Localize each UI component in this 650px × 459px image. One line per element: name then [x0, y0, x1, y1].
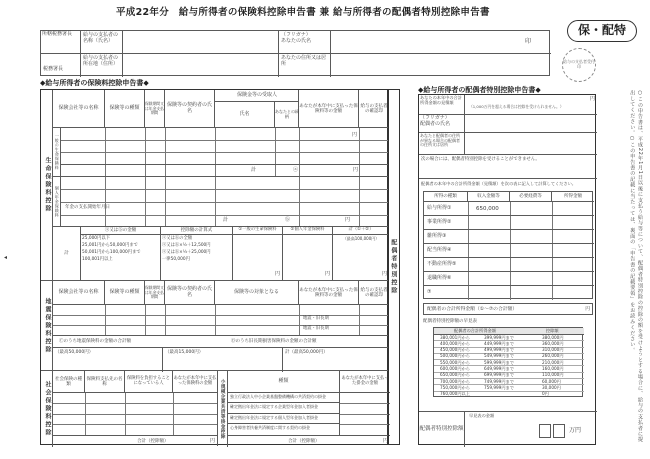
quake-total: 計（最高50,000円）: [285, 350, 328, 355]
quake-col-approval: 給与の支払者の確認印: [360, 287, 388, 298]
quake-c-label: Ⓒのうち地震保険料の金額の合計額: [59, 339, 131, 344]
social-total-yen: 円: [209, 438, 215, 444]
col-paid-header: あなたが本年中に支払った保険料等の金額: [299, 90, 359, 128]
spouse-addr-row: [419, 133, 597, 155]
deduct-row-to: 759,999円まで: [484, 384, 514, 390]
warning-text: 次の場合には、配偶者特別控除を受けることができません。: [421, 157, 540, 162]
deduct-row-amount: 60,000円: [542, 378, 561, 384]
your-name-label: あなたの氏名: [281, 37, 312, 44]
pension-total-label: 計: [223, 217, 229, 223]
quake-header-row: [53, 281, 389, 305]
spouse-furigana: （フリガナ）: [420, 115, 450, 121]
col-kind: 所得の種類: [424, 192, 468, 202]
small-biz-paid-header: あなたが本年中に支払った掛金の金額: [341, 376, 389, 386]
income-calc-title: 配偶者の本年中の合計所得金額（見積額）を次の表に記入して計算してください。: [421, 181, 576, 186]
small-biz-row: 心身障害者扶養共済制度に関する契約の掛金: [228, 424, 340, 435]
your-name-label-cell: [279, 31, 331, 54]
calc-result: ⓐ又はⓑ×½＋12,500円: [162, 242, 211, 248]
pension-rows: [53, 176, 389, 226]
spouse-addr-label: あなたと配偶者の住所が異なる場合の配偶者の住所又は居所: [419, 133, 465, 155]
deduct-row-amount: 380,000円: [542, 334, 564, 340]
deduct-row: [434, 392, 584, 398]
quake-rows: [53, 305, 389, 335]
furigana-label: （フリガナ）: [281, 32, 311, 38]
quake-b-max: （最高15,000円）: [163, 348, 283, 372]
quake-col-contract: 保険等の契約者の氏名: [165, 281, 215, 305]
deduct-total-col: [333, 227, 389, 281]
calc-result: ⓐ又はⓑ×¼＋25,000円: [162, 249, 211, 255]
calc-ranges: [81, 235, 160, 265]
income-row-label: 給与所得①: [427, 205, 452, 211]
small-biz-rows: [228, 393, 390, 435]
life-header-row: [53, 90, 389, 128]
form-type-stamp: 保・配特: [567, 20, 637, 42]
pension-total-circ: ⓑ: [285, 217, 291, 223]
income-rows: [424, 202, 594, 300]
spouse-section-title: ◆給与所得者の配偶者特別控除申告書◆: [418, 86, 541, 94]
deduct-row-to: 699,999円まで: [484, 372, 514, 378]
deduct-digit-1[interactable]: [539, 424, 551, 438]
deduct-row-from: 500,000円から: [440, 353, 470, 359]
income-row-label: 事業所得②: [427, 219, 452, 225]
income-row-label: 配当所得④: [427, 247, 452, 253]
margin-arrow-icon: ◂: [4, 254, 8, 261]
spouse-total-label: 配偶者の合計所得金額（①～⑦の合計額）: [427, 307, 518, 312]
income-row-retire: [424, 272, 594, 286]
general-total-circ: ⓐ: [293, 167, 299, 173]
deduct-amount-label: 配偶者特別控除額: [419, 412, 465, 447]
quake-sub1: 地震・旧長期: [303, 316, 329, 321]
col-recipient-header: [215, 90, 299, 128]
deduct-amount-row: [419, 411, 597, 446]
social-col-payer: 保険料を負担することになっている人: [125, 371, 173, 393]
deduct-row-to: 649,999円まで: [484, 366, 514, 371]
calc-range-col: [81, 227, 161, 281]
deduct-max-note: （最高100,000円）: [342, 235, 380, 241]
calc-result: ⓐ又はⓑの全額: [162, 236, 193, 241]
col-approval-header: 給与の支払者の確認印: [360, 103, 388, 114]
insurance-section-title: ◆給与所得者の保険料控除申告書◆: [40, 79, 149, 87]
income-row-label: 退職所得⑥: [427, 275, 452, 281]
payer-name-field[interactable]: [123, 31, 279, 54]
income-row-other: [424, 286, 594, 300]
office-suffix: 税務署長: [41, 54, 81, 77]
quake-col-period: 保険期間又は年金支払期間: [145, 281, 165, 305]
deduct-row-from: 380,001円から: [440, 334, 470, 340]
col-amount: 所得金額: [564, 194, 582, 200]
small-biz-row: 確定拠出年金法に規定する企業型年金加入者掛金: [228, 403, 340, 414]
deduct-row-amount: 360,000円: [542, 340, 564, 346]
quake-col-type: 保険等の種類: [105, 281, 145, 305]
deduct-row-from: 650,000円から: [440, 372, 470, 378]
deduct-row-to: 499,999円まで: [484, 347, 514, 353]
deduct-amount-note: 早見表の金額: [469, 413, 495, 418]
calc-range: 25,001円から50,000円まで: [82, 242, 138, 248]
your-income-yen: 円: [589, 96, 595, 102]
quake-side-label: 地震保険料控除: [41, 281, 53, 371]
income-note: （1,000万円を超える場合は控除を受けられません。）: [469, 104, 564, 109]
spouse-total-yen: 円: [585, 307, 590, 312]
deduct-row-amount: 110,000円: [542, 372, 564, 378]
man-yen-unit: 万円: [569, 427, 582, 434]
recipient-rel-header: あなたとの続柄: [275, 109, 299, 119]
calc-formula-col: [161, 227, 233, 281]
deduct-row-from: 450,000円から: [440, 347, 470, 353]
payer-reception-seal: 給与の支払者受付印: [562, 48, 596, 82]
spouse-side: [388, 89, 400, 445]
calc-results: [161, 235, 232, 265]
col-type-header: 保険等の種類: [105, 90, 145, 128]
small-biz-total-yen: 円: [382, 438, 388, 444]
calc-formula-header: 控除額の計算式: [161, 227, 232, 235]
col-income: 収入金額等: [468, 192, 510, 202]
deduct-row-to: 549,999円まで: [484, 353, 514, 359]
small-biz-header: [228, 371, 390, 393]
general-total-label: 計: [251, 167, 257, 173]
your-name-field[interactable]: [331, 31, 551, 54]
income-row-label: 不動産所得⑤: [427, 261, 457, 267]
deduct-total-yen: 円: [381, 271, 387, 278]
deduct-row-amount: 310,000円: [542, 347, 564, 353]
pension-total-yen: 円: [345, 217, 351, 223]
income-row-business: [424, 216, 594, 230]
deduct-row-to: 399,999円まで: [484, 334, 514, 340]
deduct-row-to: 449,999円まで: [484, 340, 514, 346]
small-biz-kind-header: 種類: [228, 371, 340, 393]
social-col-dest: 保険料支払先の名称: [85, 371, 125, 393]
warning-box: [419, 155, 597, 179]
income-row-label: 雑所得③: [427, 233, 447, 239]
quake-col-kind: 保険等の対象となる: [215, 281, 299, 305]
deduct-pension-col: [283, 227, 333, 281]
deduct-row-amount: 210,000円: [542, 359, 564, 365]
spouse-name-row: [419, 115, 597, 133]
spouse-total-row: [423, 303, 593, 315]
recipient-name-header: 氏名: [215, 102, 275, 128]
income-row-salary: [424, 202, 594, 216]
quake-d-label: Ⓓのうち旧長期損害保険料の金額の合計額: [231, 339, 317, 344]
deduct-table: [433, 327, 583, 397]
quake-a-max: （最高50,000円）: [53, 348, 163, 372]
general-life-total-row: [61, 164, 389, 176]
recipient-header-label: 保険金等の受取人: [215, 90, 299, 102]
life-calc-block: [53, 226, 389, 280]
deduct-row-to: 599,999円まで: [484, 359, 514, 365]
side-instructions: ○この申告書は、平成22年1月1日以後に支払う給与等について、配偶者特別控除の控除の額を受けようとする場合に、給与の支払者に提出してください。○この申告書の記載に当たっては、裏面の「申告書の記載要領」をお読みください。: [629, 90, 643, 443]
calc-a-header: ⓐ又はⓑの金額: [81, 227, 160, 235]
deduct-row-from: 760,000円以上: [440, 391, 470, 397]
deduct-row-amount: 160,000円: [542, 366, 564, 371]
spouse-name-label-cell: [419, 115, 465, 133]
deduct-row-from: 600,000円から: [440, 366, 470, 371]
life-insurance-side-label: 生命保険料控除: [41, 90, 53, 280]
spouse-name-field[interactable]: [465, 115, 597, 133]
col-period-header: 保険期間又は年金支払期間: [145, 90, 165, 128]
income-table-header: [424, 192, 594, 202]
col-company-header: 保険会社等の名称: [53, 90, 105, 128]
deduct-total-header: 計（①＋②）: [333, 227, 389, 235]
life-calc-side: 計: [53, 227, 81, 281]
deduct-row-amount: 30,000円: [542, 384, 561, 390]
deduct-digit-2[interactable]: [553, 424, 565, 438]
social-header-row: [53, 371, 217, 393]
general-total-yen: 円: [353, 167, 359, 173]
deduct-head-amount: 控除額: [546, 328, 559, 333]
spouse-side-label: 配偶者特別控除: [389, 239, 397, 295]
insurance-frame: [40, 89, 388, 445]
deduct-rows: [434, 335, 584, 398]
calc-range: 25,000円以下: [82, 236, 110, 241]
quake-calc-row: [53, 347, 389, 371]
spouse-addr-field[interactable]: [465, 133, 597, 155]
office-label: 所轄税務署長: [41, 31, 81, 54]
small-biz-total-label: 合計（控除額）: [288, 439, 320, 444]
general-life-rows: [53, 128, 389, 176]
social-side-label: 社会保険料控除: [41, 371, 53, 447]
small-biz-block: [217, 370, 389, 446]
income-row-misc: [424, 230, 594, 244]
your-addr-label: あなたの住所又は居所: [279, 54, 331, 77]
payer-addr-label: 給与の支払者の所在地（住所）: [81, 54, 123, 77]
deduct-general-header: ①一般の生命保険料: [233, 227, 282, 235]
annuity-start-label: 年金の支払開始年月日: [65, 205, 110, 210]
deduct-row-amount: 0円: [542, 391, 549, 397]
your-income-label: あなたの本年中の合計所得金額の見積額: [419, 95, 465, 115]
form-title: 平成22年分 給与所得者の保険料控除申告書 兼 給与所得者の配偶者特別控除申告書: [116, 7, 490, 18]
deduct-row-amount: 260,000円: [542, 353, 564, 359]
col-contract-header: 保険等の契約者の氏名: [165, 90, 215, 128]
pension-label: 個人年金保険料: [53, 177, 61, 227]
income-row-dividend: [424, 244, 594, 258]
spouse-frame: [418, 94, 596, 445]
social-total-label: 合計（控除額）: [137, 439, 169, 444]
calc-range: 50,001円から100,000円まで: [82, 249, 141, 255]
calc-range: 100,001円以上: [82, 256, 113, 262]
your-addr-field[interactable]: [331, 54, 551, 77]
general-life-label: 一般の生命保険料: [53, 128, 61, 176]
your-income-row: [419, 95, 597, 115]
general-life-row1-paid[interactable]: [299, 128, 359, 140]
social-col-kind: 社会保険の種類: [53, 371, 85, 393]
quake-col-company: 保険会社等の名称: [53, 281, 105, 305]
deduct-table-title: 配偶者特別控除額の早見表: [423, 319, 477, 324]
small-biz-row: 独立行政法人中小企業基盤整備機構の共済契約の掛金: [228, 393, 340, 403]
deduct-general-yen: 円: [274, 271, 280, 278]
salary-sample-value: 650,000: [476, 206, 499, 212]
yen-unit: 円: [351, 132, 357, 139]
social-col-paid: あなたが本年中に支払った保険料の金額: [173, 376, 217, 386]
col-expense: 必要経費等: [510, 192, 552, 202]
top-info-box: [40, 30, 550, 76]
deduct-pension-yen: 円: [324, 271, 330, 278]
quake-col-paid: あなたが本年中に支払った保険料等の金額: [299, 281, 359, 305]
income-row-label: ⑦: [427, 289, 432, 295]
income-table: [423, 191, 593, 299]
spouse-name-label: 配偶者の氏名: [420, 120, 451, 127]
social-total-row: [53, 435, 217, 447]
income-row-realestate: [424, 258, 594, 272]
deduct-row-from: 700,000円から: [440, 378, 470, 384]
quake-subtotal-row: [53, 335, 389, 347]
deduct-table-header: [434, 328, 584, 335]
social-rows: [53, 393, 217, 435]
small-biz-row: 確定拠出年金法に規定する個人型年金加入者掛金: [228, 414, 340, 424]
quake-block: [41, 280, 389, 370]
quake-sub2: 地震・旧長期: [303, 326, 329, 331]
deduct-head-income: 配偶者の合計所得金額: [454, 328, 496, 333]
small-biz-side-label: 小規模企業共済等掛金控除: [218, 371, 228, 447]
deduct-pension-header: ②個人年金保険料: [283, 227, 332, 235]
payer-addr-field[interactable]: [123, 54, 279, 77]
calc-result: 一律50,000円: [162, 256, 190, 262]
deduct-row-from: 400,000円から: [440, 340, 470, 346]
deduct-row-to: 749,999円まで: [484, 378, 514, 384]
deduct-general-col: [233, 227, 283, 281]
deduct-row-from: 750,000円から: [440, 384, 470, 390]
payer-name-label: 給与の支払者の名称（氏名）: [81, 31, 123, 54]
small-biz-total-row: [228, 435, 390, 447]
social-block: [41, 370, 217, 446]
your-seal-mark: 印: [524, 38, 531, 45]
deduct-row-from: 550,000円から: [440, 359, 470, 365]
